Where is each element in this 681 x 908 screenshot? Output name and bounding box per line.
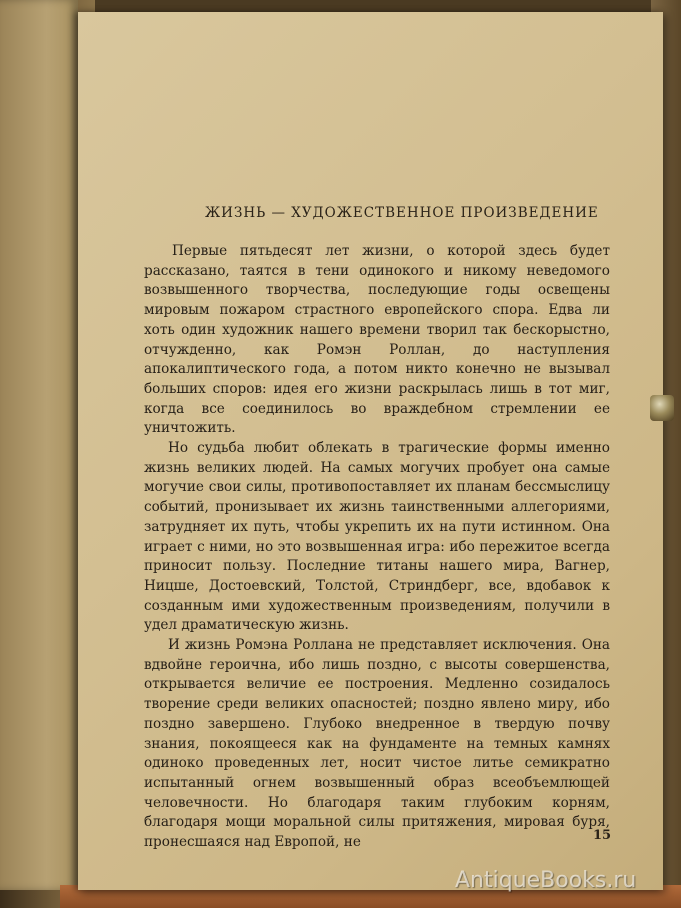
body-text [144,242,610,853]
metal-clip [650,395,674,421]
page-number: 15 [593,828,612,843]
previous-page-edge [0,0,78,890]
watermark: AntiqueBooks.ru [455,868,637,893]
chapter-title: ЖИЗНЬ — ХУДОЖЕСТВЕННОЕ ПРОИЗВЕДЕНИЕ [205,205,599,221]
paragraph-3: И жизнь Ромэна Роллана не представляет исключения. Она вдвойне героична, ибо лишь поздно, с высоты совершенства, открывается величие ее построения. Медленно созидалось творение среди великих опасностей; поздно явлено миру, ибо поздно завершено. Глубоко внедренное в твердую почву знания, покоящееся как на фундаменте на темных камнях одиноко проведенных лет, носит чистое литье семикратно испытанный огнем возвышенный образ всеобъемлющей человечности. Но благодаря таким глубоким корням, благодаря мощи моральной силы притяжения, мировая буря, пронесшаяся над Европой, не [144,637,610,851]
paragraph-1: Первые пятьдесят лет жизни, о которой здесь будет рассказано, таятся в тени одинокого и никому неведомого возвышенного творчества, последующие годы освещены мировым пожаром страстного европейского спора. Едва ли хоть один художник нашего времени творил так бескорыстно, отчужденно, как Ромэн Роллан, до наступления апокалиптического года, а потом никто конечно не вызывал больших споров: идея его жизни раскрылась лишь в тот миг, когда все соединилось во враждебном стремлении ее уничтожить. [144,243,610,437]
paragraph-2: Но судьба любит облекать в трагические формы именно жизнь великих людей. На самых могучих пробует она самые могучие свои силы, противопоставляет их планам бессмыслицу событий, пронизывает их жизнь таинственными аллегориями, затрудняет их путь, чтобы укрепить их на пути истинном. Она играет с ними, но это возвышенная игра: ибо пережитое всегда приносит пользу. Последние титаны нашего мира, Вагнер, Ницше, Достоевский, Толстой, Стриндберг, все, вдобавок к созданным ими художественным произведениям, получили в удел драматическую жизнь. [144,440,610,634]
